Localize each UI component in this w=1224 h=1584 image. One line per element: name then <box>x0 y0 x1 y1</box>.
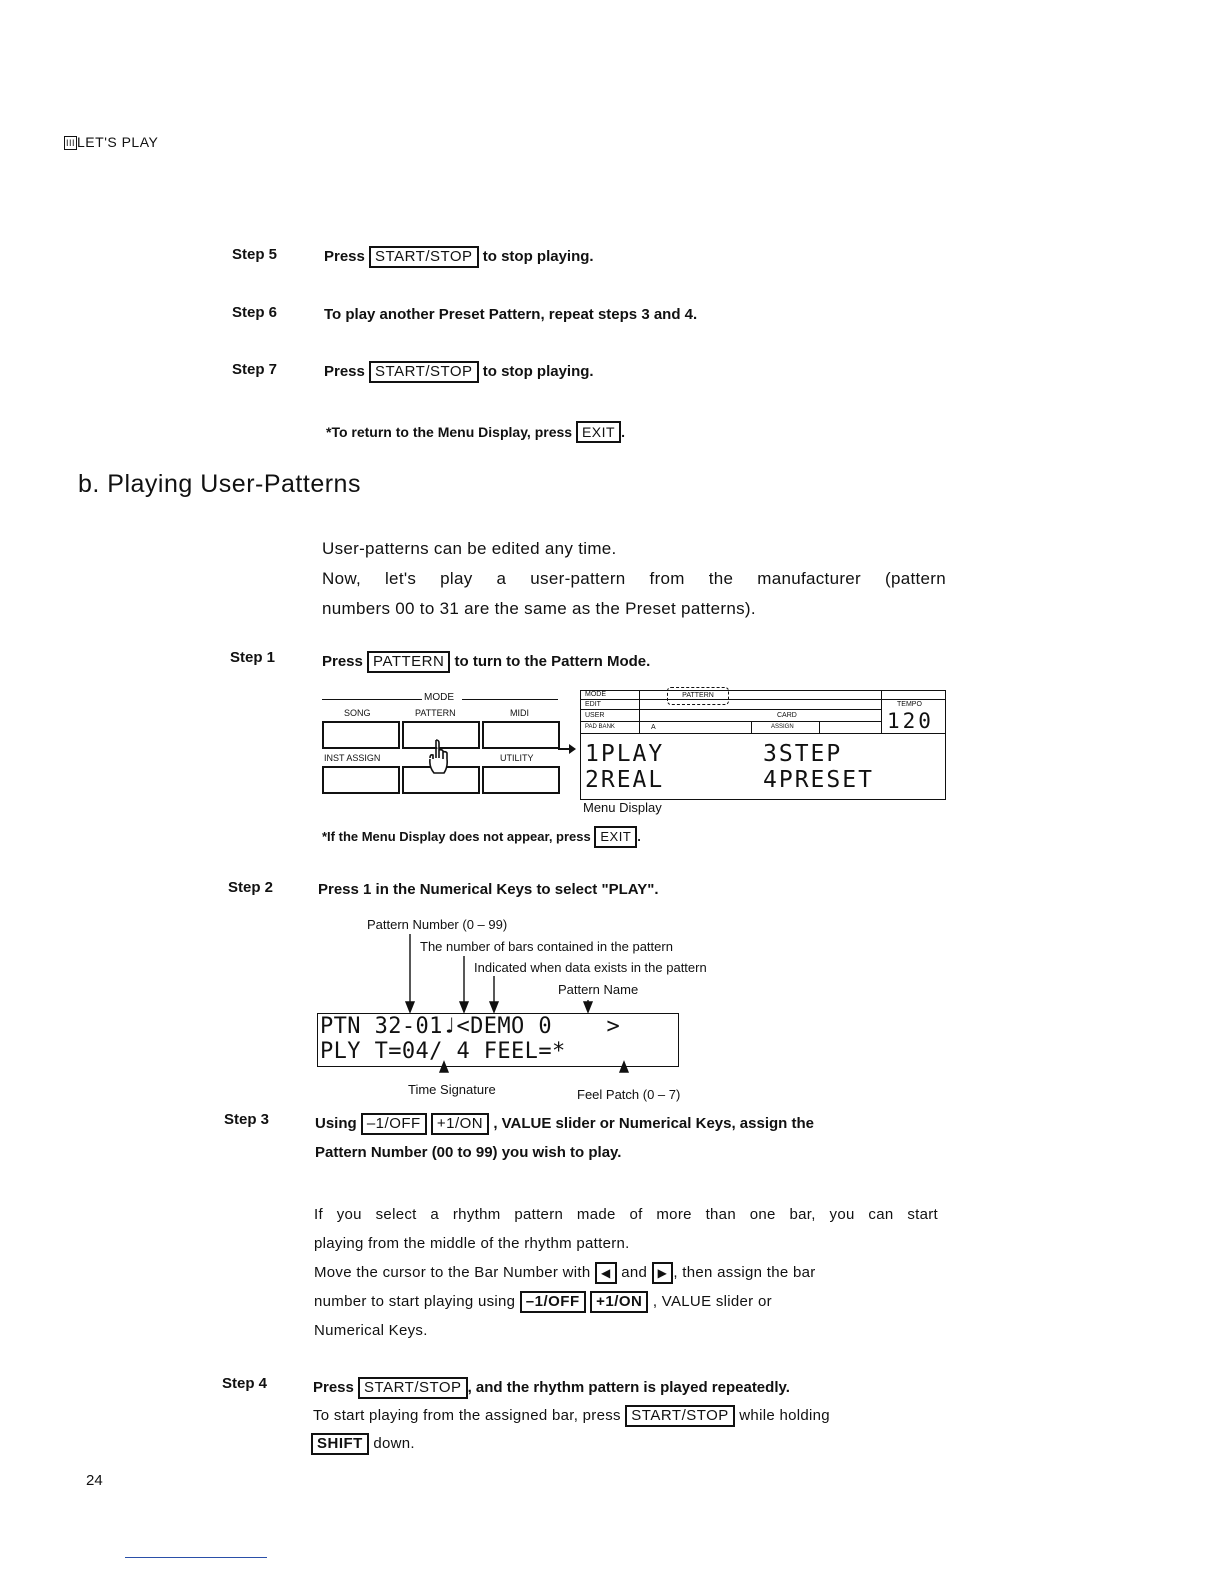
page-number: 24 <box>86 1472 103 1489</box>
annotation-time-signature: Time Signature <box>408 1082 496 1097</box>
step-5-post: to stop playing. <box>482 248 594 265</box>
pattern-key: PATTERN <box>367 651 450 673</box>
step-7-label: Step 7 <box>232 361 278 378</box>
menu-edit-cell: EDIT <box>585 701 601 708</box>
step-1-label: Step 1 <box>230 649 276 666</box>
midi-label: MIDI <box>510 708 529 718</box>
step-4-label: Step 4 <box>222 1375 268 1392</box>
step-3-line-2: Pattern Number (00 to 99) you wish to play. <box>315 1144 622 1161</box>
mode-panel <box>322 690 562 795</box>
step-4-l2-post: while holding <box>739 1407 830 1424</box>
inst-assign-button <box>322 766 400 794</box>
section-title: b. Playing User-Patterns <box>78 470 361 498</box>
bar-line: playing from the middle of the rhythm pattern. <box>314 1235 630 1252</box>
menu-item-preset: 4PRESET <box>763 767 874 793</box>
step-7-post: to stop playing. <box>482 363 594 380</box>
step-3-text <box>315 1113 814 1135</box>
annotation-pattern-number: Pattern Number (0 – 99) <box>367 917 508 932</box>
menu-display <box>580 690 946 800</box>
step-6-label: Step 6 <box>232 304 278 321</box>
bar-line-number <box>314 1287 944 1316</box>
menu-bank-a-cell: A <box>651 724 656 731</box>
inst-assign-label: INST ASSIGN <box>324 753 381 763</box>
minus-off-key: –1/OFF <box>520 1291 586 1313</box>
midi-button <box>482 721 560 749</box>
step-4-text <box>313 1377 790 1399</box>
menu-pattern-cell <box>667 687 729 705</box>
header-title: LET'S PLAY <box>77 134 159 150</box>
tempo-value: 120 <box>887 709 934 733</box>
menu-pad-bank-cell: PAD BANK <box>585 724 615 730</box>
move-cursor-post: , then assign the bar <box>673 1264 816 1281</box>
step-3-post: , VALUE slider or Numerical Keys, assign the <box>493 1115 814 1132</box>
hand-pointer-icon <box>424 738 456 778</box>
step-4-line-3 <box>311 1433 415 1455</box>
step-7-pre: Press <box>324 363 365 380</box>
step-3-pre: Using <box>315 1115 357 1132</box>
menu-mode-cell: MODE <box>585 691 606 698</box>
menu-display-caption: Menu Display <box>583 800 662 815</box>
step-3-label: Step 3 <box>224 1111 270 1128</box>
cursor-left-key: ◀ <box>595 1262 617 1284</box>
arrow-right-icon <box>558 742 578 756</box>
step-4-line-2 <box>313 1405 830 1427</box>
menu-user-cell: USER <box>585 712 605 719</box>
note-exit-post: . <box>621 424 625 440</box>
bar-number-post: , VALUE slider or <box>652 1293 772 1310</box>
start-stop-key: START/STOP <box>358 1377 468 1399</box>
cursor-right-key: ▶ <box>652 1262 674 1284</box>
bar-paragraph <box>314 1200 944 1345</box>
step-1-pre: Press <box>322 653 363 670</box>
plus-on-key: +1/ON <box>590 1291 648 1313</box>
utility-label: UTILITY <box>500 753 534 763</box>
exit-key: EXIT <box>576 421 621 443</box>
note-menu-pre: *If the Menu Display does not appear, press <box>322 829 591 844</box>
plus-on-key: +1/ON <box>431 1113 489 1135</box>
step-6-text: To play another Preset Pattern, repeat steps 3 and 4. <box>324 306 698 323</box>
intro-paragraph <box>322 534 962 624</box>
page-header <box>64 134 158 150</box>
bar-line: Numerical Keys. <box>314 1322 428 1339</box>
bar-number-pre: number to start playing using <box>314 1293 516 1310</box>
song-button <box>322 721 400 749</box>
step-5-text <box>324 246 594 268</box>
step-1-post: to turn to the Pattern Mode. <box>454 653 651 670</box>
minus-off-key: –1/OFF <box>361 1113 427 1135</box>
menu-item-step: 3STEP <box>763 741 843 767</box>
shift-key: SHIFT <box>311 1433 369 1455</box>
lcd-line-2: PLY T=04/ 4 FEEL=* <box>320 1039 566 1064</box>
menu-item-real: 2REAL <box>585 767 665 793</box>
annotation-bars: The number of bars contained in the pattern <box>420 939 673 954</box>
annotation-data-exists: Indicated when data exists in the pattern <box>474 960 707 975</box>
step-2-text: Press 1 in the Numerical Keys to select "PLAY". <box>318 881 659 898</box>
bar-line-move-cursor <box>314 1258 944 1287</box>
note-exit-pre: *To return to the Menu Display, press <box>326 424 573 440</box>
lcd-line-1: PTN 32-01♩<DEMO 0 > <box>320 1014 621 1039</box>
move-cursor-and: and <box>621 1264 648 1281</box>
intro-line: numbers 00 to 31 are the same as the Preset patterns). <box>322 599 756 618</box>
menu-assign-cell: ASSIGN <box>771 724 794 730</box>
start-stop-key: START/STOP <box>625 1405 735 1427</box>
bar-line: If you select a rhythm pattern made of more than one bar, you can start <box>314 1206 938 1223</box>
step-4-post: , and the rhythm pattern is played repeatedly. <box>467 1379 790 1396</box>
start-stop-key: START/STOP <box>369 246 479 268</box>
step-5-label: Step 5 <box>232 246 278 263</box>
pattern-label: PATTERN <box>415 708 456 718</box>
menu-tempo-cell: TEMPO <box>897 701 922 708</box>
utility-button <box>482 766 560 794</box>
annotation-feel-patch: Feel Patch (0 – 7) <box>577 1087 681 1102</box>
step-4-pre: Press <box>313 1379 354 1396</box>
step-2-label: Step 2 <box>228 879 274 896</box>
annotation-pattern-name: Pattern Name <box>558 982 639 997</box>
lcd-screen <box>317 1013 679 1067</box>
note-return-menu <box>326 421 625 443</box>
step-7-text <box>324 361 594 383</box>
intro-line: Now, let's play a user-pattern from the manufacturer (pattern <box>322 569 946 588</box>
step-4-l3-post: down. <box>373 1435 415 1452</box>
menu-card-cell: CARD <box>777 712 797 719</box>
chapter-icon: III <box>66 138 76 148</box>
menu-pattern-text: PATTERN <box>682 692 714 699</box>
intro-line: User-patterns can be edited any time. <box>322 539 617 558</box>
step-5-pre: Press <box>324 248 365 265</box>
note-menu-post: . <box>637 829 641 844</box>
footer-rule <box>125 1557 267 1558</box>
note-menu-not-appear <box>322 826 641 848</box>
song-label: SONG <box>344 708 371 718</box>
step-1-text <box>322 651 650 673</box>
step-4-l2-pre: To start playing from the assigned bar, press <box>313 1407 621 1424</box>
mode-label: MODE <box>424 692 454 703</box>
menu-item-play: 1PLAY <box>585 741 665 767</box>
exit-key: EXIT <box>594 826 637 848</box>
move-cursor-pre: Move the cursor to the Bar Number with <box>314 1264 591 1281</box>
start-stop-key: START/STOP <box>369 361 479 383</box>
